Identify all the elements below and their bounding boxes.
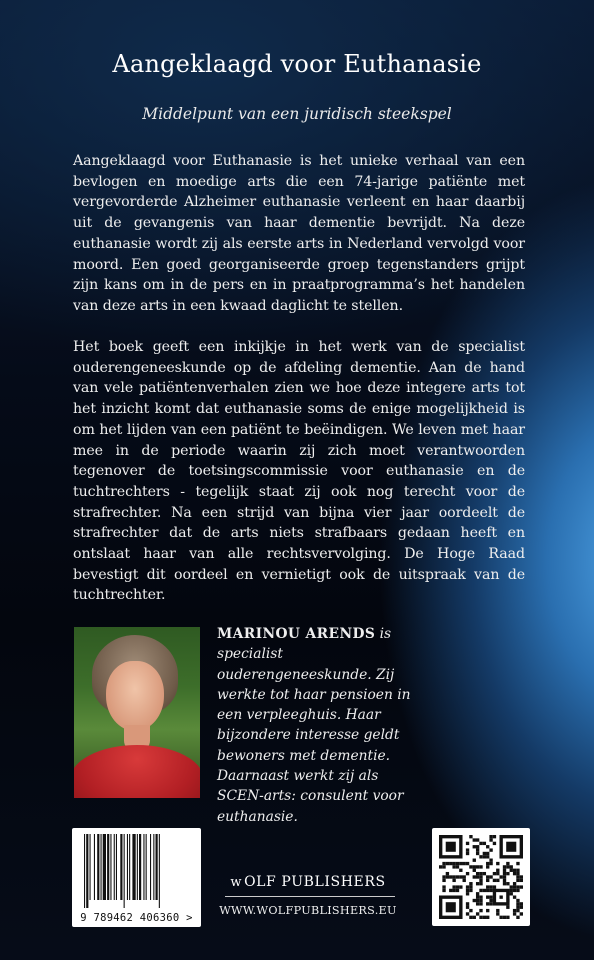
publisher-logo-icon: w [230, 875, 243, 890]
qr-code [432, 828, 530, 926]
barcode-bars [84, 834, 189, 908]
book-subtitle: Middelpunt van een juridisch steekspel [142, 105, 452, 123]
isbn-number: 9 789462 406360 > [80, 912, 193, 924]
publisher-name [218, 874, 398, 890]
isbn-barcode [72, 828, 201, 927]
publisher-name-text: OLF PUBLISHERS [244, 874, 386, 890]
book-title: Aangeklaagd voor Euthanasie [112, 50, 482, 78]
publisher-divider [225, 896, 395, 897]
publisher-website: WWW.WOLFPUBLISHERS.EU [219, 904, 397, 917]
blurb-paragraph-1: Aangeklaagd voor Euthanasie is het unieke verhaal van een bevlogen en moedige arts die een 74-jarige patiënte met vergevorderde Alzheimer euthanasie verleent en haar daarbij uit de gevangenis van haar dementie bevrijdt. Na deze euthanasie wordt zij als eerste arts in Nederland vervolgd voor moord. Een goed georganiseerde groep tegenstanders grijpt zijn kans om in de pers en in praatprogramma’s het handelen van deze arts in een kwaad daglicht te stellen. [73, 153, 525, 314]
qr-code-icon [439, 835, 523, 919]
author-photo [74, 627, 200, 798]
blurb-paragraph-2: Het boek geeft een inkijkje in het werk van de specialist ouderengeneeskunde op de afdeling dementie. Aan de hand van vele patiëntenverhalen zien we hoe deze integere arts tot het inzicht komt dat euthanasie soms de enige mogelijkheid is om het lijden van een patiënt te beëindigen. We leven met haar mee in de periode waarin zij zich moet verantwoorden tegenover de toetsingscommissie voor euthanasie en de tuchtrechters - tegelijk staat zij ook nog terecht voor de strafrechter. Na een strijd van bijna vier jaar oordeelt de strafrechter dat de arts niets strafbaars gedaan heeft en ontslaat haar van alle rechtsvervolging. De Hoge Raad bevestigt dit oordeel en vernietigt ook de uitspraak van de tuchtrechter. [73, 339, 525, 604]
author-name: MARINOU ARENDS [217, 626, 376, 642]
author-bio [217, 624, 417, 827]
author-bio-text: is specialist ouderengeneeskunde. Zij werkte tot haar pensioen in een verpleeghuis. Haar bijzondere interesse geldt bewoners met dementie. Daarnaast werkt zij als SCEN-arts: consulent voor euthanasie. [217, 626, 411, 825]
